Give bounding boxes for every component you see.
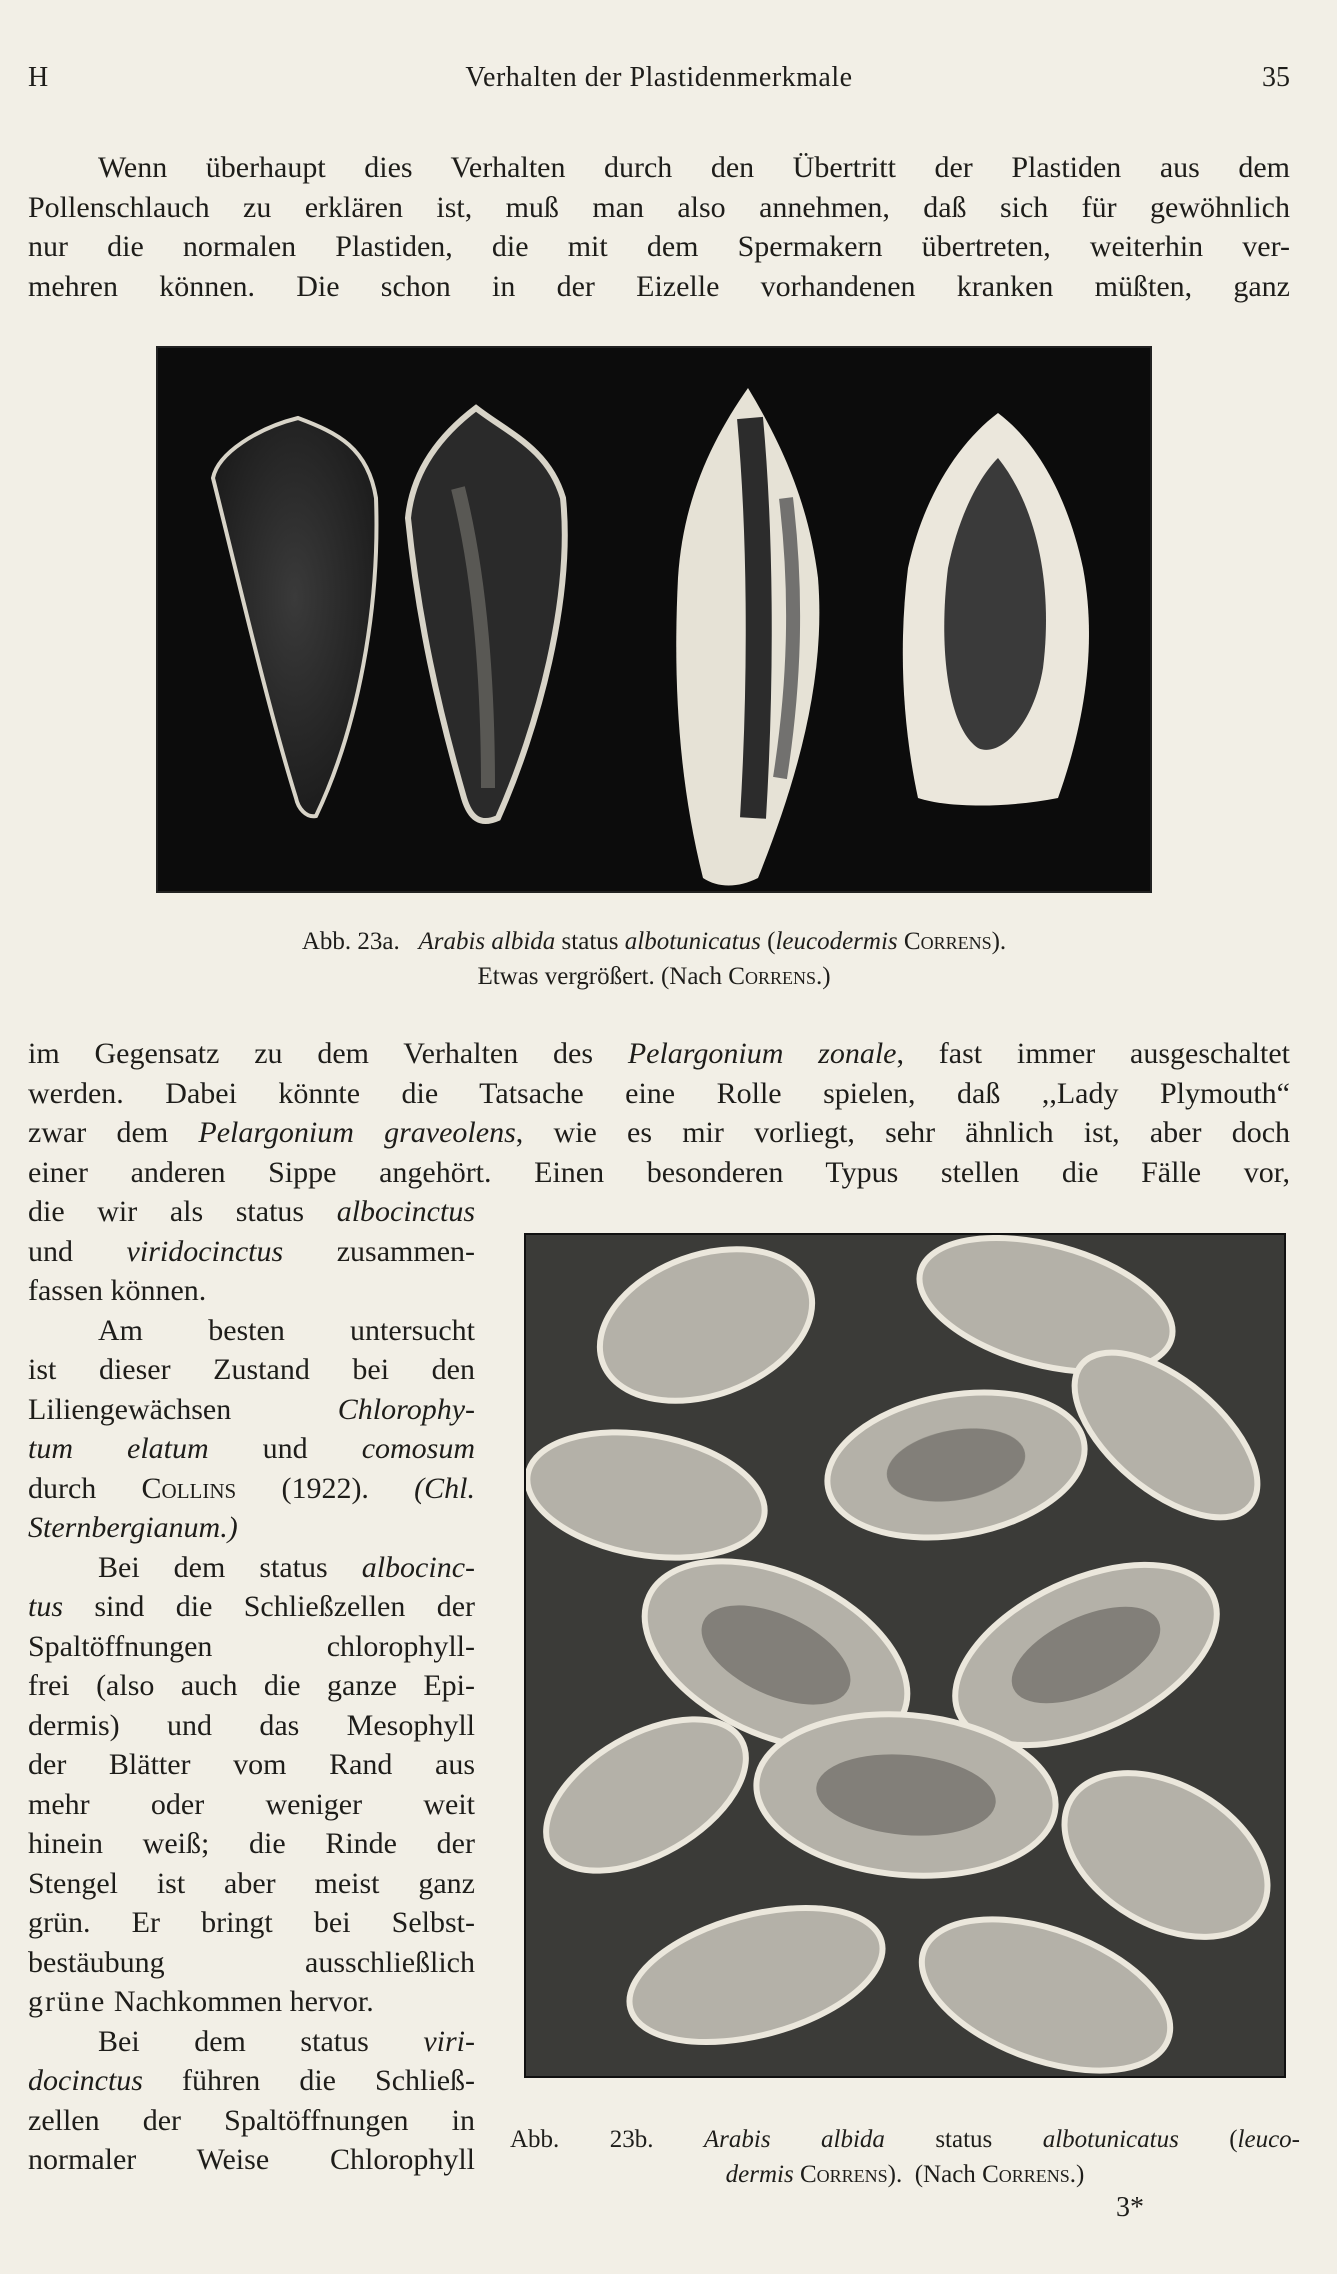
caption-line-1: Abb. 23b. Arabis albida status albotunicatus (leuco- [510, 2126, 1301, 2153]
text-line: mehr oder weniger weit [28, 1787, 475, 1821]
leaf-1 [213, 418, 376, 816]
synonym: leucodermis [775, 928, 898, 955]
text-line: Bei dem status albocinc- [98, 1550, 475, 1584]
text-line: Stengel ist aber meist ganz [28, 1866, 475, 1900]
text-line: zwar dem Pelargonium graveolens, wie es mir vorliegt, sehr ähnlich ist, aber doch [28, 1116, 1291, 1149]
caption-end: .) [1069, 2161, 1085, 2188]
text-line: und viridocinctus zusammen- [28, 1234, 476, 1268]
text-line: ist dieser Zustand bei den [28, 1353, 475, 1386]
caption-end: .) [815, 963, 831, 990]
text-line: werden. Dabei könnte die Tatsache eine Rolle spielen, daß ,,Lady Plymouth“ [28, 1076, 1290, 1110]
figure-23b-rosette [524, 1233, 1286, 2078]
leaf-photo [158, 348, 1150, 891]
author-name: Correns [982, 2161, 1070, 2188]
text-line: docinctus führen die Schließ- [28, 2064, 475, 2097]
caption-line-2: dermis Correns). (Nach Correns.) [725, 2161, 1085, 2188]
text-line: nur die normalen Plastiden, die mit dem Spermakern übertreten, weiterhin ver- [28, 230, 1290, 263]
status-word: status [935, 2126, 993, 2153]
left-column-text [28, 1192, 475, 2180]
rosette-photo [526, 1235, 1284, 2076]
leaf-4 [903, 413, 1089, 806]
species-name: Arabis albida [418, 928, 556, 955]
synonym: dermis [725, 2161, 794, 2188]
synonym: leuco- [1237, 2126, 1301, 2153]
text-line: bestäubung ausschließlich [28, 1945, 475, 1979]
text-line: tum elatum und comosum [28, 1432, 476, 1465]
author-name: Correns [903, 928, 992, 955]
text-line: frei (also auch die ganze Epi- [28, 1669, 475, 1702]
text-line: fassen können. [28, 1274, 207, 1307]
text-line: hinein weiß; die Rinde der [28, 1827, 475, 1860]
text-line: zellen der Spaltöffnungen in [28, 2103, 475, 2137]
text-line: Spaltöffnungen chlorophyll- [28, 1629, 475, 1663]
running-header [28, 62, 1290, 102]
status-name: albotunicatus [1042, 2126, 1179, 2153]
text-line: normaler Weise Chlorophyll [28, 2143, 475, 2176]
text-line: die wir als status albocinctus [28, 1195, 475, 1228]
text-line: Pollenschlauch zu erklären ist, muß man also annehmen, daß sich für gewöhnlich [28, 190, 1290, 224]
status-name: albotunicatus [624, 928, 761, 955]
text-line: einer anderen Sippe angehört. Einen besonderen Typus stellen die Fälle vor, [28, 1155, 1290, 1189]
text-line: Liliengewächsen Chlorophy- [28, 1392, 475, 1426]
species-name: Arabis albida [703, 2126, 885, 2153]
text-line: Sternbergianum.) [28, 1511, 238, 1544]
page-number: 35 [1262, 62, 1290, 93]
text-line: mehren können. Die schon in der Eizelle vorhandenen kranken müßten, ganz [28, 269, 1290, 303]
leaf-3 [676, 388, 819, 886]
figure-label: Abb. 23a. [301, 928, 400, 955]
author-name: Correns [728, 963, 816, 990]
figure-label: Abb. 23b. [510, 2126, 654, 2153]
text-line: Wenn überhaupt dies Verhalten durch den Übertritt der Plastiden aus dem [98, 151, 1290, 184]
header-title: Verhalten der Plastidenmerkmale [465, 62, 853, 93]
author-name: Correns [799, 2161, 888, 2188]
text-line: grüne Nachkommen hervor. [28, 1985, 374, 2018]
paragraph-main [28, 1034, 1290, 1192]
leaf-2 [408, 408, 565, 821]
text-line: im Gegensatz zu dem Verhalten des Pelargonium zonale, fast immer ausgeschaltet [28, 1037, 1290, 1070]
text-line: tus sind die Schließzellen der [28, 1590, 475, 1623]
caption-line-1: Abb. 23a. Arabis albida status albotunicatus (leucodermis Correns). [301, 928, 1007, 955]
text-line: Am besten untersucht [98, 1313, 475, 1347]
caption-text: Etwas vergrößert. (Nach [477, 963, 723, 990]
header-section-letter: H [28, 62, 49, 93]
caption-line-2 [156, 959, 1152, 994]
figure-23a-caption [156, 924, 1152, 994]
status-word: status [561, 928, 619, 955]
text-line: der Blätter vom Rand aus [28, 1748, 475, 1781]
text-line: durch Collins (1922). (Chl. [28, 1471, 476, 1505]
caption-text: (Nach [914, 2161, 976, 2188]
text-line: grün. Er bringt bei Selbst- [28, 1906, 475, 1939]
text-line: dermis) und das Mesophyll [28, 1708, 475, 1742]
signature-mark: 3* [1116, 2192, 1144, 2223]
paragraph-intro [28, 148, 1290, 306]
figure-23b-caption [510, 2122, 1300, 2192]
text-line: Bei dem status viri- [98, 2024, 475, 2058]
figure-23a-leaves [156, 346, 1152, 893]
